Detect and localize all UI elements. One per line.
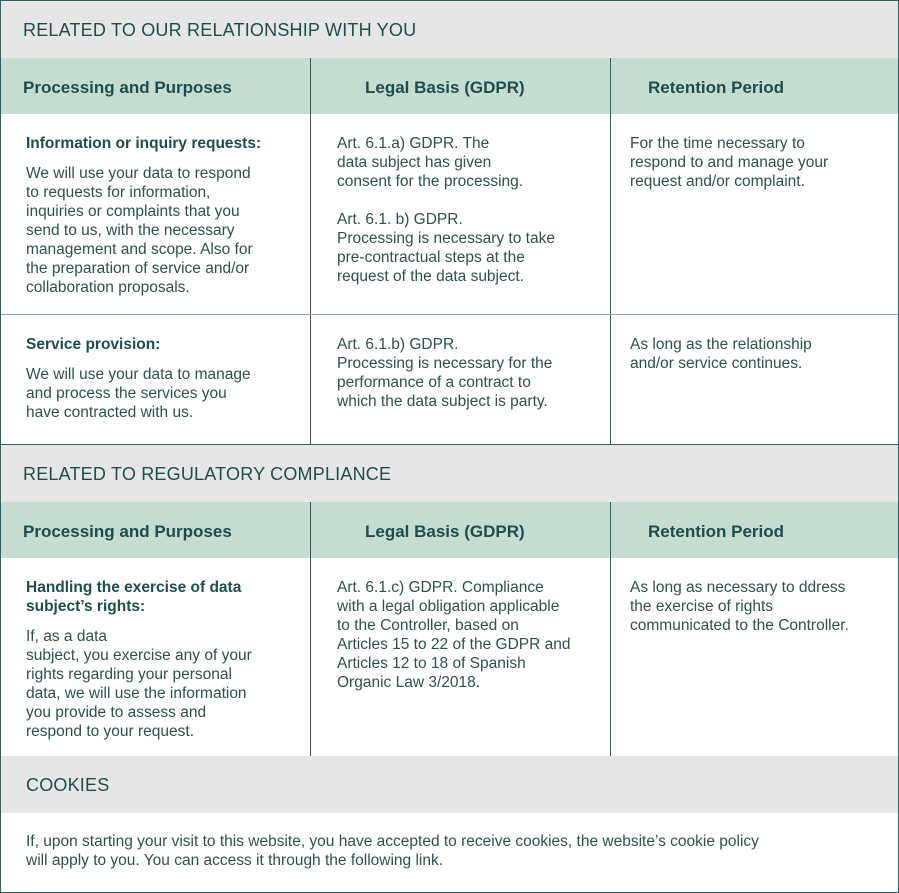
header-legal-basis-label: Legal Basis (GDPR) — [365, 78, 525, 97]
section-title-text: RELATED TO OUR RELATIONSHIP WITH YOU — [23, 20, 417, 40]
legal-basis-cell — [337, 335, 602, 411]
section-title-text: RELATED TO REGULATORY COMPLIANCE — [23, 464, 392, 484]
purpose-cell — [26, 578, 301, 741]
column-divider — [610, 315, 611, 444]
header-retention-label: Retention Period — [648, 78, 785, 97]
header-legal-basis-label: Legal Basis (GDPR) — [365, 522, 525, 541]
legal-basis-text: Art. 6.1. b) GDPR. Processing is necessary to take pre-contractual steps at the request of the data subject. — [337, 211, 555, 285]
table-header-row — [1, 502, 898, 558]
header-processing-label: Processing and Purposes — [23, 78, 232, 97]
header-legal-basis — [311, 502, 610, 558]
purpose-text: We will use your data to manage and process the services you have contracted with us. — [26, 366, 251, 421]
header-processing — [1, 58, 310, 114]
table-row — [1, 315, 898, 444]
retention-text: As long as the relationship and/or service continues. — [630, 336, 812, 372]
header-retention — [611, 58, 898, 114]
retention-text: As long as necessary to ddress the exercise of rights communicated to the Controller. — [630, 579, 849, 634]
purpose-cell — [26, 335, 301, 422]
retention-cell — [630, 134, 890, 191]
purpose-label: Service provision: — [26, 336, 161, 353]
legal-basis-cell — [337, 578, 602, 692]
column-divider — [310, 558, 311, 756]
cookies-body — [1, 813, 898, 892]
header-processing-label: Processing and Purposes — [23, 522, 232, 541]
legal-basis-text: Art. 6.1.a) GDPR. The data subject has given consent for the processing. — [337, 135, 524, 190]
purpose-label: Information or inquiry requests: — [26, 135, 262, 152]
table-header-row — [1, 58, 898, 114]
retention-cell — [630, 335, 890, 373]
purpose-text: We will use your data to respond to requests for information, inquiries or complaints that you send to us, with the necessary management and scope. Also for the preparation of service and/or collaboration proposals. — [26, 165, 253, 296]
table-row — [1, 558, 898, 756]
header-legal-basis — [311, 58, 610, 114]
legal-basis-cell — [337, 134, 602, 286]
legal-basis-text: Art. 6.1.c) GDPR. Compliance with a legal obligation applicable to the Controller, based on Articles 15 to 22 of the GDPR and Articles 12 to 18 of Spanish Organic Law 3/2018. — [337, 579, 571, 691]
table-row — [1, 114, 898, 314]
retention-cell — [630, 578, 892, 635]
cookies-text: If, upon starting your visit to this website, you have accepted to receive cookies, the website’s cookie policy will apply to you. You can access it through the following link. — [26, 833, 759, 869]
header-processing — [1, 502, 310, 558]
column-divider — [310, 114, 311, 314]
section-title-relationship — [1, 1, 898, 58]
column-divider — [310, 315, 311, 444]
purpose-label: Handling the exercise of data subject’s rights: — [26, 579, 242, 615]
purpose-text: If, as a data subject, you exercise any of your rights regarding your personal data, we will use the information you provide to assess and respond to your request. — [26, 628, 252, 740]
column-divider — [610, 114, 611, 314]
section-title-compliance — [1, 445, 898, 502]
purpose-cell — [26, 134, 301, 297]
header-retention-label: Retention Period — [648, 522, 785, 541]
section-title-cookies — [1, 756, 898, 813]
retention-text: For the time necessary to respond to and manage your request and/or complaint. — [630, 135, 829, 190]
column-divider — [610, 558, 611, 756]
section-title-text: COOKIES — [26, 775, 110, 795]
legal-basis-text: Art. 6.1.b) GDPR. Processing is necessary for the performance of a contract to which the data subject is party. — [337, 336, 553, 410]
header-retention — [611, 502, 898, 558]
